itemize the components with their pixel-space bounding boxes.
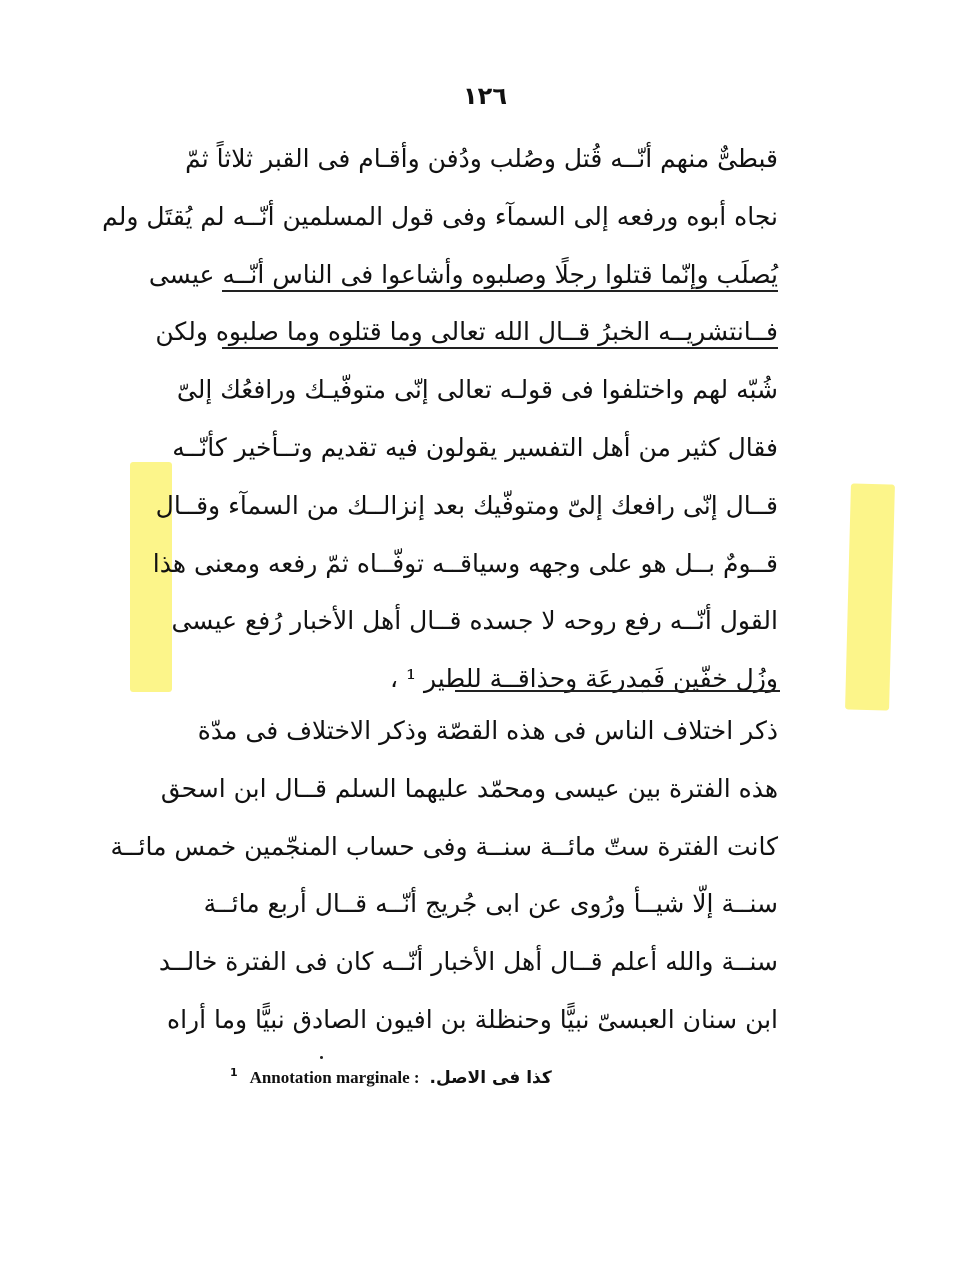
text-line: سنــة والله أعلم قــال أهل الأخبار أنّــه كان فى الفترة خالــد [158,947,778,977]
underline-rule [222,290,778,292]
text-line: نجاه أبوه ورفعه إلى السمآء وفى قول المسلمين أنّــه لم يُقتَل ولم [102,201,778,231]
text-line: هذه الفترة بين عيسى ومحمّد عليهما السلم قــال ابن اسحق [160,773,778,803]
text-line: شُبّه لهم واختلفوا فى قولـه تعالى إنّى متوفّيـك ورافعُك إلىّ [176,375,778,405]
text-line: ذكر اختلاف الناس فى هذه القصّة وذكر الاختلاف فى مدّة [197,716,778,745]
yellow-highlight-right [845,483,895,710]
footnote-arabic-text: كذا فى الاصل. [429,1067,552,1088]
text-line: قبطىٌّ منهم أنّــه قُتل وصُلب ودُفن وأقـام فى القبر ثلاثاً ثمّ [185,144,778,173]
section-divider-rule [455,690,780,692]
paragraph-2 [110,702,778,1049]
text-line: ابن سنان العبسىّ نبيًّا وحنظلة بن افيون الصادق نبيًّا وما أراه [167,1004,778,1034]
text-line: فقال كثير من أهل التفسير يقولون فيه تقديم وتــأخير كأنّــه [172,432,778,462]
text-line: سنــة إلّا شيــأ ورُوى عن ابى جُريج أنّــه قــال أربع مائــة [203,889,778,919]
page-number: ١٢٦ [463,82,507,110]
paragraph-1 [102,130,778,708]
footnote-label: Annotation marginale : [249,1067,420,1087]
ink-dot [320,1056,323,1059]
footnote [230,1066,552,1088]
text-line: كانت الفترة ستّ مائــة سنــة وفى حساب المنجّمين خمس مائــة [110,831,778,861]
text-line: قــومٌ بــل هو على وجهه وسياقــه توفّــاه ثمّ رفعه ومعنى هذا [152,548,778,578]
text-line: فــانتشريــه الخبرُ قــال الله تعالى وما قتلوه وما صلبوه ولكن [155,317,778,347]
underline-rule [222,347,778,349]
text-line: القول أنّــه رفع روحه لا جسده قــال أهل الأخبار رُفع عيسى [171,606,778,636]
footnote-marker: 1 [230,1066,238,1079]
text-line: قــال إنّى رافعك إلىّ ومتوفّيك بعد إنزالــك من السمآء وقــال [155,490,778,520]
text-line: وزُل خفّين فَمِدرعَة وحذاقــة للطير ¹ ، [389,664,778,694]
text-line: يُصلَب وإنّما قتلوا رجلًا وصلبوه وأشاعوا فى الناس أنّــه عيسى [148,259,778,289]
